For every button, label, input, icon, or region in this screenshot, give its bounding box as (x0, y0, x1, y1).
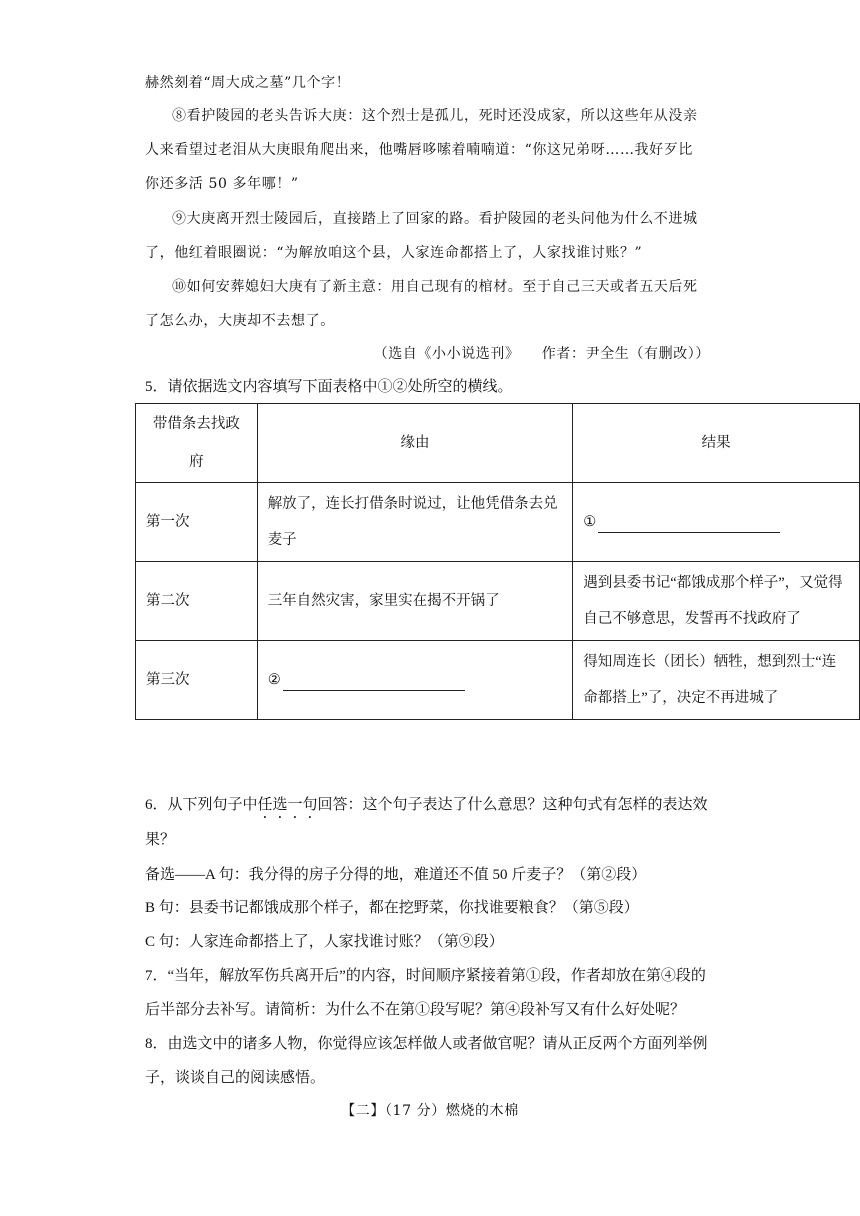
section-2-title: 【二】（17 分）燃烧的木棉 (341, 1103, 519, 1119)
table-header-row (136, 404, 860, 483)
question-8-line-2: 子，谈谈自己的阅读感悟。 (145, 1070, 326, 1086)
story-line-1: 赫然刻着“周大成之墓”几个字！ (145, 75, 351, 91)
row-label: 第三次 (136, 641, 258, 720)
blank-marker: ① (583, 514, 597, 530)
question-6-pre: 6．从下列句子中 (145, 797, 258, 813)
row-label: 第一次 (136, 483, 258, 562)
answer-blank-2[interactable] (257, 641, 573, 720)
answer-table (135, 403, 860, 720)
row-result: 遇到县委书记“都饿成那个样子”，又觉得自己不够意思，发誓再不找政府了 (573, 562, 860, 641)
table-row (136, 562, 860, 641)
story-paragraph-9-line-2: 了，他红着眼圈说：“为解放咱这个县，人家连命都搭上了，人家找谁讨账？” (145, 245, 643, 261)
question-6-option-a: 备选——A 句：我分得的房子分得的地，难道还不值 50 斤麦子？（第②段） (145, 867, 647, 883)
question-6-emphasis: 任选一句 (257, 797, 318, 813)
question-5-prompt: 5．请依据选文内容填写下面表格中①②处所空的横线。 (145, 379, 513, 395)
question-6-option-b: B 句：县委书记都饿成那个样子，都在挖野菜，你找谁要粮食？（第⑤段） (145, 900, 639, 916)
story-paragraph-8-line-3: 你还多活 50 多年哪！” (145, 176, 299, 192)
question-7-line-1: 7．“当年，解放军伤兵离开后”的内容，时间顺序紧接着第①段，作者却放在第④段的 (145, 968, 706, 984)
question-6-line-2: 果？ (145, 832, 176, 848)
story-source: （选自《小小说选刊》 作者：尹全生（有删改）） (373, 346, 710, 362)
story-paragraph-9-line-1: ⑨大庚离开烈士陵园后，直接踏上了回家的路。看护陵园的老头问他为什么不进城 (172, 211, 698, 227)
header-cell-visit: 带借条去找政府 (136, 404, 258, 483)
answer-blank-1[interactable] (573, 483, 860, 562)
story-paragraph-8-line-2: 人来看望过老泪从大庚眼角爬出来，他嘴唇哆嗦着喃喃道：“你这兄弟呀……我好歹比 (145, 142, 693, 158)
blank-line (283, 670, 465, 691)
question-8-line-1: 8．由选文中的诸多人物，你觉得应该怎样做人或者做官呢？请从正反两个方面列举例 (145, 1036, 708, 1052)
question-6-post: 回答：这个句子表达了什么意思？这种句式有怎样的表达效 (317, 797, 708, 813)
blank-marker: ② (267, 672, 281, 688)
blank-line (598, 512, 780, 533)
question-6-option-c: C 句：人家连命都搭上了，人家找谁讨账？（第⑨段） (145, 934, 504, 950)
header-cell-result: 结果 (573, 404, 860, 483)
header-cell-reason: 缘由 (257, 404, 573, 483)
question-7-line-2: 后半部分去补写。请简析：为什么不在第①段写呢？第④段补写又有什么好处呢？ (145, 1002, 686, 1018)
table-row (136, 483, 860, 562)
row-result: 得知周连长（团长）牺牲，想到烈士“连命都搭上”了，决定不再进城了 (573, 641, 860, 720)
row-reason: 解放了，连长打借条时说过，让他凭借条去兑麦子 (257, 483, 573, 562)
row-reason: 三年自然灾害，家里实在揭不开锅了 (257, 562, 573, 641)
story-paragraph-10-line-2: 了怎么办，大庚却不去想了。 (145, 313, 335, 329)
table-row (136, 641, 860, 720)
question-6-line-1 (145, 795, 708, 822)
story-paragraph-8-line-1: ⑧看护陵园的老头告诉大庚：这个烈士是孤儿，死时还没成家，所以这些年从没亲 (172, 108, 698, 124)
story-paragraph-10-line-1: ⑩如何安葬媳妇大庚有了新主意：用自己现有的棺材。至于自己三天或者五天后死 (172, 279, 698, 295)
row-label: 第二次 (136, 562, 258, 641)
